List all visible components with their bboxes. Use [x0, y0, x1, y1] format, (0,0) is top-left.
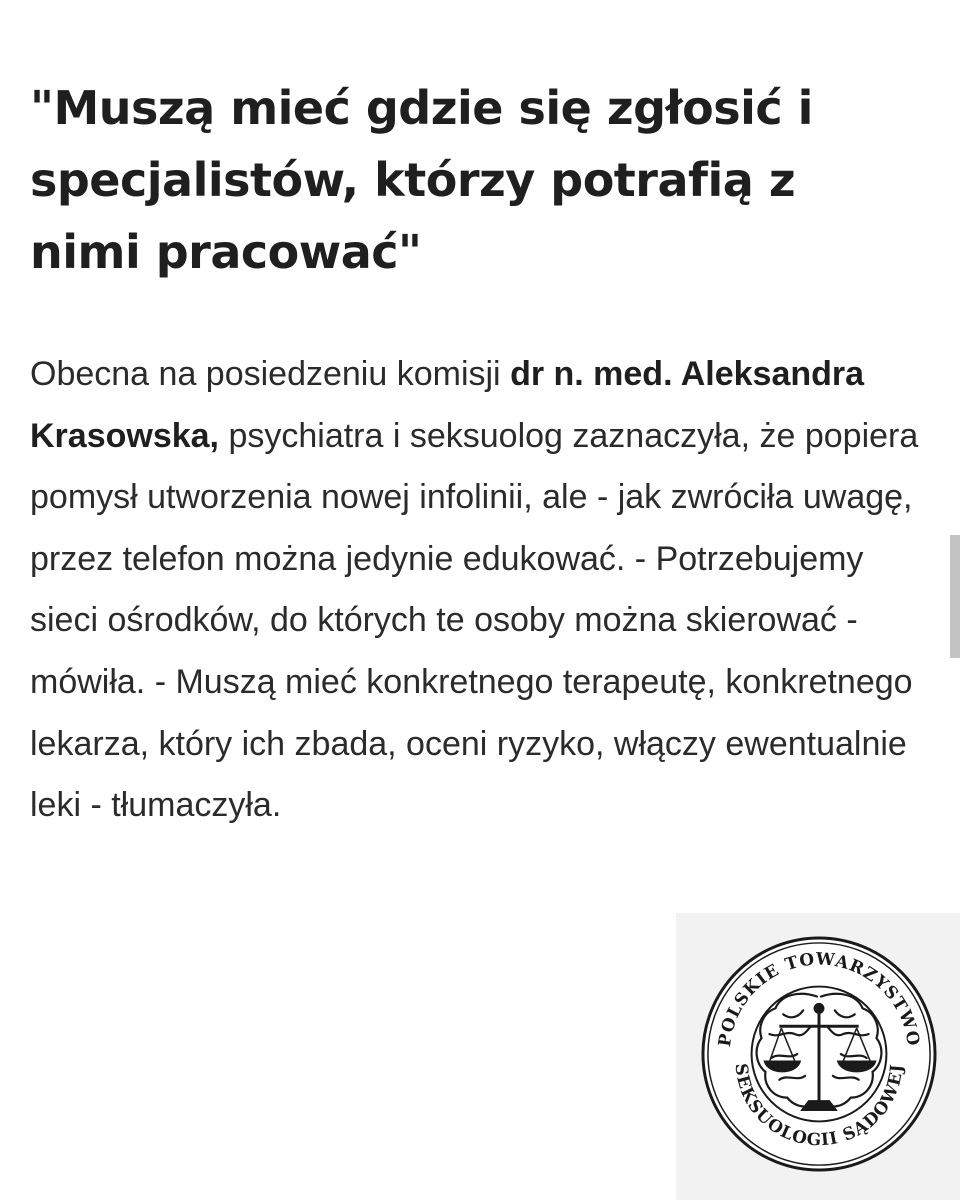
svg-text:POLSKIE TOWARZYSTWO: POLSKIE TOWARZYSTWO	[713, 948, 925, 1048]
paragraph-intro: Obecna na posiedzeniu komisji	[30, 355, 511, 393]
svg-text:SEKSUOLOGII SĄDOWEJ: SEKSUOLOGII SĄDOWEJ	[731, 1062, 907, 1150]
article-headline: "Muszą mieć gdzie się zgłosić i specjalistów, którzy potrafią z nimi pracować"	[30, 81, 813, 279]
scrollbar-thumb[interactable]	[950, 535, 960, 658]
article-paragraph	[30, 344, 935, 837]
brain-scales-seal-icon	[700, 935, 938, 1173]
logo-panel	[676, 913, 960, 1200]
person-name-bold: dr n. med. Aleksandra Krasowska,	[30, 355, 865, 455]
paragraph-rest: psychiatra i seksuolog zaznaczyła, że popiera pomysł utworzenia nowej infolinii, ale - jak zwróciła uwagę, przez telefon można jedynie edukować. - Potrzebujemy sieci ośrodków, do których te osoby można skierować - mówiła. - Muszą mieć konkretnego terapeutę, konkretnego lekarza, który ich zbada, oceni ryzyko, włączy ewentualnie leki - tłumaczyła.	[30, 416, 919, 825]
